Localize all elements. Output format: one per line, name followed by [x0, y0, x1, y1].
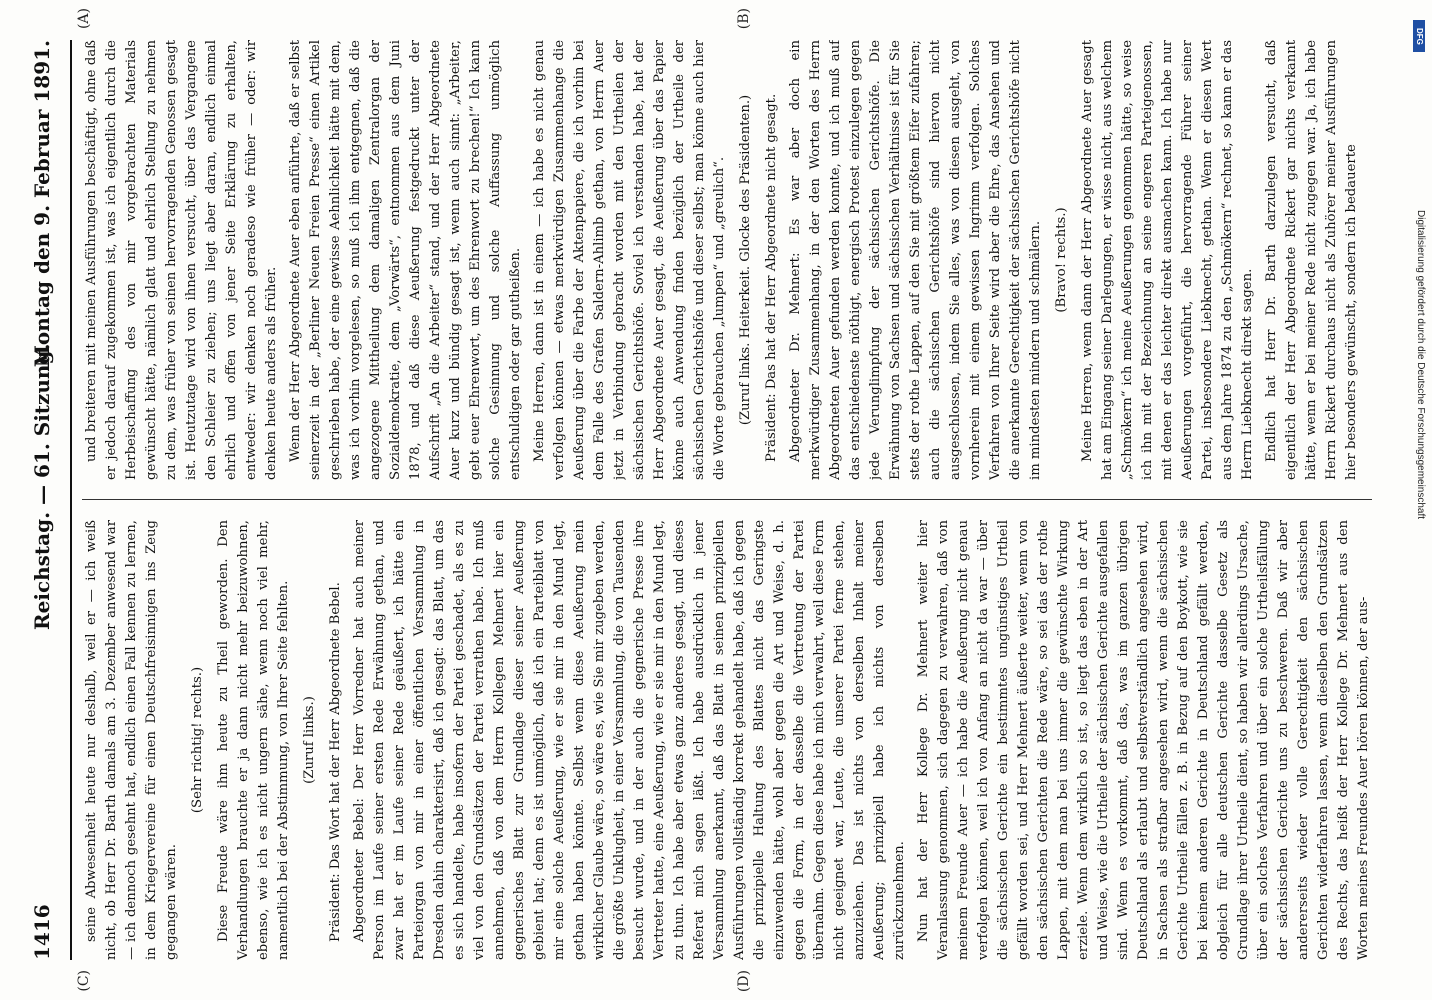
- column-divider: [82, 499, 1372, 500]
- interjection: (Sehr richtig! rechts.): [190, 666, 205, 814]
- left-column: [82, 40, 1372, 480]
- credit-text: Digitalisierung gefördert durch die Deutsche Forschungsgemeinschaft: [1415, 210, 1426, 520]
- interjection: (Bravo! rechts.): [1054, 207, 1069, 313]
- paragraph: Meine Herren, wenn dann der Herr Abgeordnete Auer gesagt hat am Eingang seiner Darlegungen, er wisse nicht, aus welchem „Schmökern“ ich meine Aeußerungen genommen hätte, so weise ich ihn mit der Bezeichnung an seine engeren Parteigenossen, mit denen er das leichter direkt ausmachen kann. Ich habe nur Aeußerungen vorgeführt, die hervorragende Führer seiner Partei, insbesondere Liebknecht, gethan. Wenn er diesen Wert aus dem Jahre 1874 zu den „Schmökern“ rechnet, so kann er das Herrn Liebknecht direkt sagen.: [1080, 40, 1255, 480]
- paragraph: Präsident: Das hat der Herr Abgeordnete nicht gesagt.: [764, 93, 779, 462]
- paragraph: seine Abwesenheit heute nur deshalb, weil er — ich weiß nicht, ob Herr Dr. Barth damals am 3. Dezember anwesend war — ich dennoch gesehnt hat, endlich einen Fall kennen zu lernen, in dem Kriegervereine für einen Deutschfreisinnigen ins Zeug gegangen wären.: [84, 520, 179, 960]
- paragraph: und breiteren mit meinen Ausführungen beschäftigt, ohne daß er jedoch darauf zugekommen ist, was ich eigentlich durch die Herbeischaffung des von mir vorgebrachten Materials gewünscht hätte, nämlich glatt und ehrlich Stellung zu nehmen zu dem, was früher von seinen hervorragenden Genossen gesagt ist. Heutzutage wird von ihnen versucht, über das Vergangene den Schleier zu ziehen; uns liegt aber daran, endlich einmal ehrlich und offen von jener Seite Erklärung zu erhalten, entweder: wir denken noch geradeso wie früher — oder: wir denken heute anders als früher.: [84, 40, 279, 480]
- interjection: (Zuruf links.): [302, 696, 317, 784]
- digitization-credit: [1412, 210, 1426, 810]
- right-column: [82, 520, 1372, 960]
- header-rule: [70, 40, 72, 960]
- paragraph: Abgeordneter Bebel: Der Herr Vorredner hat auch meiner Person im Laufe seiner ersten Rede Erwähnung gethan, und zwar hat er im Laufe seiner Rede geäußert, ich hätte ein Parteiorgan von mir in einer öffentlichen Versammlung in Dresden dahin charakterisirt, daß ich gesagt: das Blatt, um das es sich handelte, habe insofern der Partei geschadet, als es zu viel von den Grundsätzen der Partei verrathen habe. Ich muß annehmen, daß von dem Herrn Kollegen Mehnert hier ein gegnerisches Blatt zur Grundlage dieser seiner Aeußerung gebient hat; denn es ist unmöglich, daß ich ein Parteiblatt von mir eine solche Aeußerung, wie er sie mir in den Mund legt, gethan haben könnte. Selbst wenn diese Aeußerung mein wirklicher Glaube wäre, so wäre es, wie Sie mir zugeben werden, die größte Unklugheit, in einer Versammlung, die von Tausenden besucht wurde, und in der auch die gegnerische Presse ihre Vertreter hatte, eine Aeußerung, wie er sie mir in den Mund legt, zu thun. Ich habe aber etwas ganz anderes gesagt, und dieses Referat mich sagen läßt. Ich habe ausdrücklich in jener Versammlung anerkannt, daß das Blatt in seinen prinzipiellen Ausführungen vollständig korrekt gehandelt habe, daß ich gegen die prinzipielle Haltung des Blattes nicht das Geringste einzuwenden hätte, wohl aber gegen die Art und Weise, d. h. gegen die Form, in der dasselbe die Vertretung der Partei übernahm. Gegen diese habe ich mich verwahrt, weil diese Form nicht geeignet war, Leute, die unserer Partei ferne stehen, anzuziehen. Das ist nichts von derselben Inhalt meiner Aeußerung; prinzipiell habe ich nichts von derselben zurückzunehmen.: [352, 520, 907, 960]
- margin-letter-b: (B): [736, 8, 752, 30]
- margin-letter-c: (C): [76, 970, 92, 992]
- paragraph: Präsident: Das Wort hat der Herr Abgeordnete Bebel.: [328, 582, 343, 942]
- date-heading: Montag den 9. Februar 1891.: [30, 40, 54, 368]
- interjection: (Zuruf links. Heiterkeit. Glocke des Präsidenten.): [738, 94, 753, 426]
- dfg-logo-icon: DFG: [1413, 20, 1425, 52]
- page-number: 1416: [30, 904, 54, 960]
- session-heading: Reichstag. — 61. Sitzung.: [30, 343, 54, 630]
- paragraph: Endlich hat Herr Dr. Barth darzulegen versucht, daß eigentlich der Herr Abgeordnete Rickert gar nichts verkannt hätte, wenn er bei meiner Rede nicht zugegen war. Ja, ich habe Herrn Rickert durchaus nicht als Zuhörer meiner Ausführungen hier besonders gewünscht, sondern ich bedauerte: [1264, 40, 1359, 480]
- paragraph: Diese Freude wäre ihm heute zu Theil geworden. Den Verhandlungen brauchte er ja dann nicht mehr beizuwohnen, ebenso, wie ich es nicht ungern sähe, wenn noch viel mehr, namentlich bei der Abstimmung, von Ihrer Seite fehlten.: [216, 520, 291, 960]
- paragraph: Wenn der Herr Abgeordnete Auer eben anführte, daß er selbst seinerzeit in der „Berliner Neuen Freien Presse“ einen Artikel geschrieben habe, der eine gewisse Aehnlichkeit hätte mit dem, was ich vorhin vorgelesen, so muß ich ihm entgegnen, daß die angezogene Mittheilung dem damaligen Zentralorgan der Sozialdemokratie, dem „Vorwärts“, entnommen aus dem Juni 1878, und daß diese Aeußerung festgedruckt unter der Aufschrift „An die Arbeiter“ stand, und der Herr Abgeordnete Auer kurz und bündig gesagt ist, wenn auch sinnt: „Arbeiter, gebt euer Ehrenwort, um des Ehrenwort zu brechen!“ Ich kann solche Gesinnung und solche Auffassung unmöglich entschuldigen oder gar gutheißen.: [288, 40, 523, 480]
- paragraph: Meine Herren, dann ist in einem — ich habe es nicht genau verfolgen können — etwas merkwürdigen Zusammenhange die Aeußerung über die Farbe der Aktenpapiere, die ich vorhin bei dem Falle des Grafen Saldern-Ahlimb gethan, von Herrn Auer jetzt in Verbindung gebracht worden mit den Urtheilen der sächsischen Gerichtshöfe. Soviel ich verstanden habe, hat der Herr Abgeordnete Auer gesagt, die Aeußerung über das Papier könne auch Anwendung finden bezüglich der Urtheile der sächsischen Gerichtshöfe und dieser selbst; man könne auch hier die Worte gebrauchen „lumpen“ und „greulich“.: [532, 40, 727, 480]
- margin-letter-d: (D): [736, 970, 752, 993]
- paragraph: Nun hat der Herr Kollege Dr. Mehnert weiter hier Veranlassung genommen, sich dagegen zu verwahren, daß von meinem Freunde Auer — ich habe die Aeußerung nicht genau verfolgen können, weil ich von Anfang an nicht da war — über die sächsischen Gerichte ein bestimmtes ungünstiges Urtheil gefällt worden sei, und Herr Mehnert äußerte weiter, wenn von den sächsischen Gerichten die Rede wäre, so sei das der rothe Lappen, mit dem man bei uns immer die gewünschte Wirkung erziele. Wenn dem wirklich so ist, so liegt das eben in der Art und Weise, wie die Urtheile der sächsischen Gerichte ausgefallen sind. Wenn es vorkommt, daß das, was im ganzen übrigen Deutschland als erlaubt und selbstverständlich angesehen wird, in Sachsen als strafbar angesehen wird, wenn die sächsischen Gerichte Urtheile fällen z. B. in Bezug auf den Boykott, wie sie bei keinem anderen Gerichte in Deutschland gefällt werden, obgleich für alle deutschen Gerichte dasselbe Gesetz als Grundlage ihrer Urtheile dient, so haben wir allerdings Ursache, über ein solches Verfahren und über ein solche Urtheilsfällung der sächsischen Gerichte uns zu beschweren. Daß wir aber andererseits wieder volle Gerechtigkeit den sächsischen Gerichten widerfahren lassen, wenn dieselben den Grundsätzen des Rechts, das heißt der Herr Kollege Dr. Mehnert aus den Worten meines Freundes Auer hören können, der aus-: [916, 520, 1371, 960]
- margin-letter-a: (A): [76, 8, 92, 30]
- paragraph: Abgeordneter Dr. Mehnert: Es war aber doch ein merkwürdiger Zusammenhang, in der den Worten des Herrn Abgeordneten Auer gefunden werden konnte, und ich muß auf das entschiedenste nöthigt, energisch Protest einzulegen gegen jede Verunglimpfung der sächsischen Gerichtshöfe. Die Erwähnung von Sachsen und sächsischen Verhältnisse ist für Sie stets der rothe Lappen, auf den Sie mit größtem Eifer zufahren; auch die sächsischen Gerichtshöfe sind hiervon nicht ausgeschlossen, indem Sie alles, was von diesen ausgeht, von vornherein mit einem gewissen Ingrimm verfolgen. Solches Verfahren von Ihrer Seite wird aber die Ehre, das Ansehen und die anerkannte Gerechtigkeit der sächsischen Gerichtshöfe nicht im mindesten mindern und schmälern.: [788, 40, 1043, 480]
- running-head: [30, 40, 60, 960]
